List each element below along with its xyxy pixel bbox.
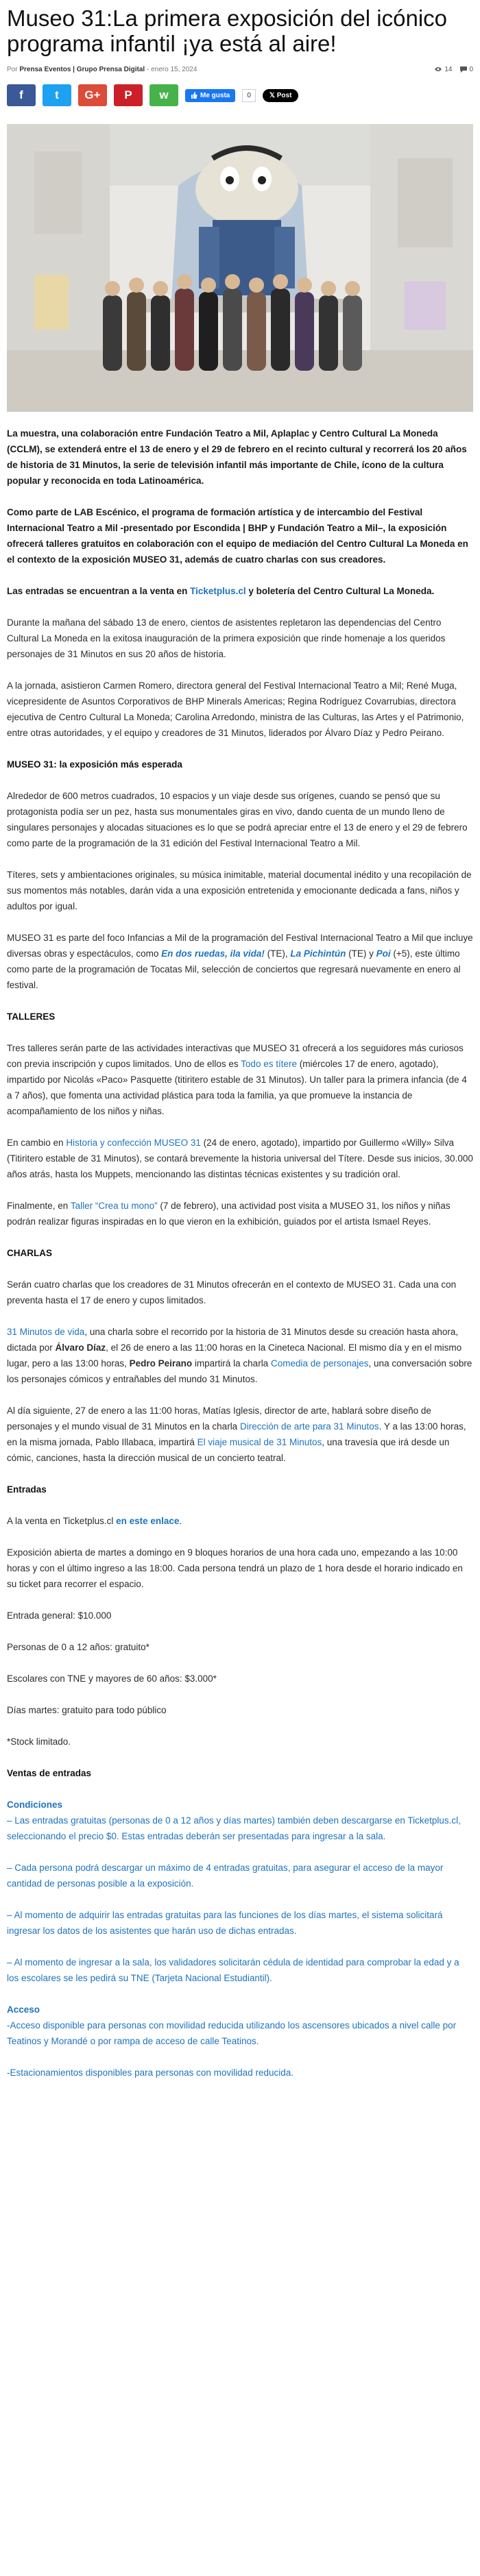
price-children: Personas de 0 a 12 años: gratuito* (7, 1642, 149, 1652)
charlas3-text-c: , una travesía que irá desde un cómic, canciones, hasta la dirección musical de un concierto teatral. (7, 1437, 450, 1463)
charlas2-text-c: impartirá la charla (192, 1358, 271, 1369)
byline (7, 66, 197, 73)
attendees-paragraph: A la jornada, asistieron Carmen Romero, directora general del Festival Internacional Teatro a Mil; René Muga, vicepresidente de Asuntos Corporativos de BHP Minerals Americas; Regina Rodríguez Covarrubias, directora ejecutiva de Centro Cultural La Moneda; Carolina Arredondo, ministra de las Culturas, las Artes y el Patrimonio, entre otras autoridades, y el equipo y creadores de 31 Minutos, liderados por Álvaro Díaz y Pedro Peirano. (7, 680, 464, 738)
pinterest-share-button[interactable]: P (114, 84, 143, 106)
crea-tu-mono-link[interactable]: Taller “Crea tu mono” (70, 1201, 158, 1211)
condition-4: – Al momento de ingresar a la sala, los validadores solicitarán cédula de identidad para comprobar la edad y a los escolares se les pedirá su TNE (Tarjeta Nacional Estudiantil). (7, 1957, 459, 1983)
tickets-text-b: y boletería del Centro Cultural La Moneda. (245, 586, 435, 596)
article-meta (7, 64, 473, 74)
section-heading-charlas: CHARLAS (7, 1248, 52, 1258)
talleres2-text-a: En cambio en (7, 1138, 67, 1148)
charlas2-text-a: , una charla sobre el recorrido por la historia de 31 Minutos desde su creación hasta ahora, dictada por (7, 1327, 459, 1353)
talleres3-text-b: (7 de febrero), una actividad post visita a MUSEO 31, los niños y niñas podrán realizar figuras inspiradas en lo que vieron en la exhibición, guiados por el artista Ismael Reyes. (7, 1201, 451, 1227)
price-tuesdays: Días martes: gratuito para todo público (7, 1705, 167, 1715)
poi-link[interactable]: Poi (376, 948, 391, 959)
author-link[interactable]: Prensa Eventos | Grupo Prensa Digital (19, 65, 145, 73)
expo-paragraph-2: Títeres, sets y ambientaciones originales, su música inimitable, material documental inédito y una recopilación de sus momentos más notables, darán vida a una exposición entretenida y emocionante dedicada a fans, niños y adultos por igual. (7, 870, 472, 911)
x-post-button[interactable] (263, 89, 299, 102)
whatsapp-share-button[interactable]: w (149, 84, 178, 106)
facebook-like-button[interactable] (185, 89, 235, 102)
stock-limited-note: *Stock limitado. (7, 1737, 71, 1747)
article-title: Museo 31:La primera exposición del icónico programa infantil ¡ya está al aire! (7, 5, 448, 56)
inauguration-paragraph: Durante la mañana del sábado 13 de enero, cientos de asistentes repletaron las dependencias del Centro Cultural La Moneda en la exitosa inauguración de la primera exposición que rinde homenaje a los queridos personajes de 31 Minutos en sus 20 años de historia. (7, 617, 446, 659)
charlas2-text-b: , el 26 de enero a las 11:00 horas en la Cineteca Nacional. El mismo día y en el mismo lugar, pero a las 13:00 horas, (7, 1342, 462, 1369)
section-heading-ventas: Ventas de entradas (7, 1768, 92, 1778)
comedia-de-personajes-link[interactable]: Comedia de personajes (270, 1358, 369, 1369)
section-heading-entradas: Entradas (7, 1484, 47, 1495)
talleres-paragraph-1 (7, 1040, 473, 1119)
historia-confeccion-link[interactable]: Historia y confección MUSEO 31 (66, 1138, 201, 1148)
lead-paragraph: La muestra, una colaboración entre Fundación Teatro a Mil, Aplaplac y Centro Cultural La Moneda (CCLM), se extenderá entre el 13 de enero y el 29 de febrero en el recinto cultural y recorrerá los 20 años de historia de 31 Minutos, la serie de televisión infantil más importante de Chile, ícono de la cultura popular y reconocida en toda Latinoamérica. (7, 428, 467, 486)
entradas-paragraph-1 (7, 1513, 473, 1529)
pedro-peirano-name: Pedro Peirano (129, 1358, 193, 1369)
charlas-paragraph-1: Serán cuatro charlas que los creadores de 31 Minutos ofrecerán en el contexto de MUSEO 31. Cada una con preventa hasta el 17 de enero y cupos limitados. (7, 1279, 457, 1305)
en-este-enlace-link[interactable]: en este enlace (116, 1516, 180, 1526)
x-post-label: Post (276, 91, 292, 99)
google-share-button[interactable]: G+ (78, 84, 107, 106)
charlas2-text-d: , una conversación sobre los personajes cómicos y entrañables del mundo 31 Minutos. (7, 1358, 472, 1384)
talleres-paragraph-2 (7, 1135, 473, 1182)
expo-text-a: MUSEO 31 es parte del foco Infancias a Mil de la programación del Festival Internacional Teatro a Mil que incluye diversas obras y espectáculos, como (7, 933, 473, 959)
condition-3: – Al momento de adquirir las entradas gratuitas para las funciones de los días martes, el sistema solicitará ingresar los datos de los asistentes que harán uso de dichas entradas. (7, 1910, 443, 1936)
talleres-paragraph-3 (7, 1198, 473, 1229)
comments-stat[interactable] (460, 66, 473, 73)
views-count: 14 (444, 65, 453, 73)
entradas-text-b: . (179, 1516, 182, 1526)
price-students-seniors: Escolares con TNE y mayores de 60 años: $3.000* (7, 1673, 217, 1684)
talleres2-text-b: (24 de enero, agotado), impartido por Guillermo «Willy» Silva (Titiritero estable de 31 Minutos), se contará brevemente la historia universal del Títere. Desde sus inicios, 30.000 años atrás, hasta los Muppets, mencionando las distintas técnicas existentes y su tradición oral. (7, 1138, 473, 1179)
price-general: Entrada general: $10.000 (7, 1610, 112, 1621)
twitter-share-button[interactable]: t (43, 84, 71, 106)
access-2: -Estacionamientos disponibles para personas con movilidad reducida. (7, 2068, 293, 2078)
charlas-paragraph-2 (7, 1324, 473, 1387)
facebook-like-count: 0 (242, 89, 256, 102)
charlas-paragraph-3 (7, 1403, 473, 1466)
lab-escenico-paragraph: Como parte de LAB Escénico, el programa de formación artística y de intercambio del Festival Internacional Teatro a Mil -presentado por Escondida | BHP y Fundación Teatro a Mil–, la exposición ofrecerá talleres gratuitos en colaboración con el equipo de mediación del Centro Cultural La Moneda en el contexto de la exposición MUSEO 31, además de cuatro charlas con sus creadores. (7, 507, 468, 565)
facebook-like-label: Me gusta (200, 91, 230, 99)
todo-es-titere-link[interactable]: Todo es títere (241, 1059, 297, 1069)
share-bar (7, 84, 473, 107)
direccion-de-arte-link[interactable]: Dirección de arte para 31 Minutos (239, 1421, 379, 1432)
entradas-text-a: A la venta en Ticketplus.cl (7, 1516, 117, 1526)
la-pichintun-link[interactable]: La Pichintún (290, 948, 346, 959)
byline-prefix: Por (7, 65, 18, 73)
tickets-paragraph (7, 583, 473, 599)
conditions-block-1 (7, 1797, 473, 1844)
conditions-title: Condiciones (7, 1800, 63, 1810)
x-icon: 𝕏 (269, 91, 277, 99)
expo-text-c: (TE) y (346, 948, 376, 959)
section-heading-talleres: TALLERES (7, 1011, 56, 1022)
talleres-text-a: Tres talleres serán parte de las actividades interactivas que MUSEO 31 ofrecerá a los seguidores más curiosos con previa inscripción y cupos limitados. Uno de ellos es (7, 1043, 464, 1069)
views-stat (434, 66, 452, 73)
ticketplus-link[interactable]: Ticketplus.cl (190, 586, 246, 596)
exhibition-photo-illustration (7, 124, 473, 412)
access-title: Acceso (7, 2004, 40, 2015)
comments-count: 0 (469, 65, 473, 73)
talleres-text-b: (miércoles 17 de enero, agotado), impartido por Nicolás «Paco» Pasquette (titiritero estable de 31 Minutos). Un taller para la primera infancia (de 4 a 7 años), que fomenta una actividad plástica para toda la familia, ya que promueve la instancia de acompañamiento de los niños y niñas. (7, 1059, 467, 1116)
access-block-1 (7, 2002, 473, 2049)
expo-text-b: (TE), (264, 948, 291, 959)
condition-2: – Cada persona podrá descargar un máximo de 4 entradas gratuitas, para asegurar el acceso de la mayor cantidad de personas posible a la exposición. (7, 1863, 444, 1889)
access-1: -Acceso disponible para personas con movilidad reducida utilizando los ascensores ubicados a nivel calle por Teatinos y Morandé o por rampa de acceso de calle Teatinos. (7, 2020, 457, 2046)
tickets-text-a: Las entradas se encuentran a la venta en (7, 586, 191, 596)
expo-paragraph-1: Alrededor de 600 metros cuadrados, 10 espacios y un viaje desde sus orígenes, cuando se pensó que su protagonista podía ser un pez, hasta sus monumentales giras en vivo, dando cuenta de un mundo lleno de singulares personajes y alocadas situaciones es lo que se podrá apreciar entre el 13 de enero y el 29 de febrero como parte de la programación de la 31 edición del Festival Internacional Teatro a Mil. (7, 791, 468, 848)
en-dos-ruedas-link[interactable]: En dos ruedas, ila vida! (161, 948, 265, 959)
date-separator: - (146, 65, 149, 73)
alvaro-diaz-name: Álvaro Díaz (55, 1342, 106, 1353)
eye-icon (434, 66, 442, 72)
expo-paragraph-3 (7, 930, 473, 993)
article-stats (434, 66, 473, 73)
condition-1: – Las entradas gratuitas (personas de 0 a 12 años y días martes) también deben descargarse en Ticketplus.cl, seleccionando el precio $0. Estas entradas deberán ser presentadas para ingresar a la sala. (7, 1815, 461, 1841)
charlas3-text-b: . Y a las 13:00 horas, en la misma jornada, Pablo Illabaca, impartirá (7, 1421, 466, 1447)
publish-date: enero 15, 2024 (151, 65, 197, 73)
horarios-paragraph: Exposición abierta de martes a domingo en 9 bloques horarios de una hora cada uno, empezando a las 10:00 horas y con el último ingreso a las 18:00. Cada persona tendrá un plazo de 1 hora desde el horario indicado en su ticket para recorrer el espacio. (7, 1547, 463, 1589)
talleres3-text-a: Finalmente, en (7, 1201, 71, 1211)
expo-text-d: (+5), este último como parte de la programación de Tocatas Mil, selección de conciertos que regresará nuevamente en enero al festival. (7, 948, 461, 990)
viaje-musical-link[interactable]: El viaje musical de 31 Minutos (197, 1437, 322, 1447)
section-heading-expo: MUSEO 31: la exposición más esperada (7, 759, 182, 770)
hero-photo (7, 124, 473, 412)
thumbs-up-icon (191, 92, 197, 99)
charlas3-text-a: Al día siguiente, 27 de enero a las 11:00 horas, Matías Iglesis, director de arte, hablará sobre diseño de personajes y el mundo visual de 31 Minutos en la charla (7, 1406, 431, 1432)
31-minutos-de-vida-link[interactable]: 31 Minutos de vida (7, 1327, 85, 1337)
facebook-share-button[interactable]: f (7, 84, 36, 106)
comment-icon (460, 66, 467, 73)
